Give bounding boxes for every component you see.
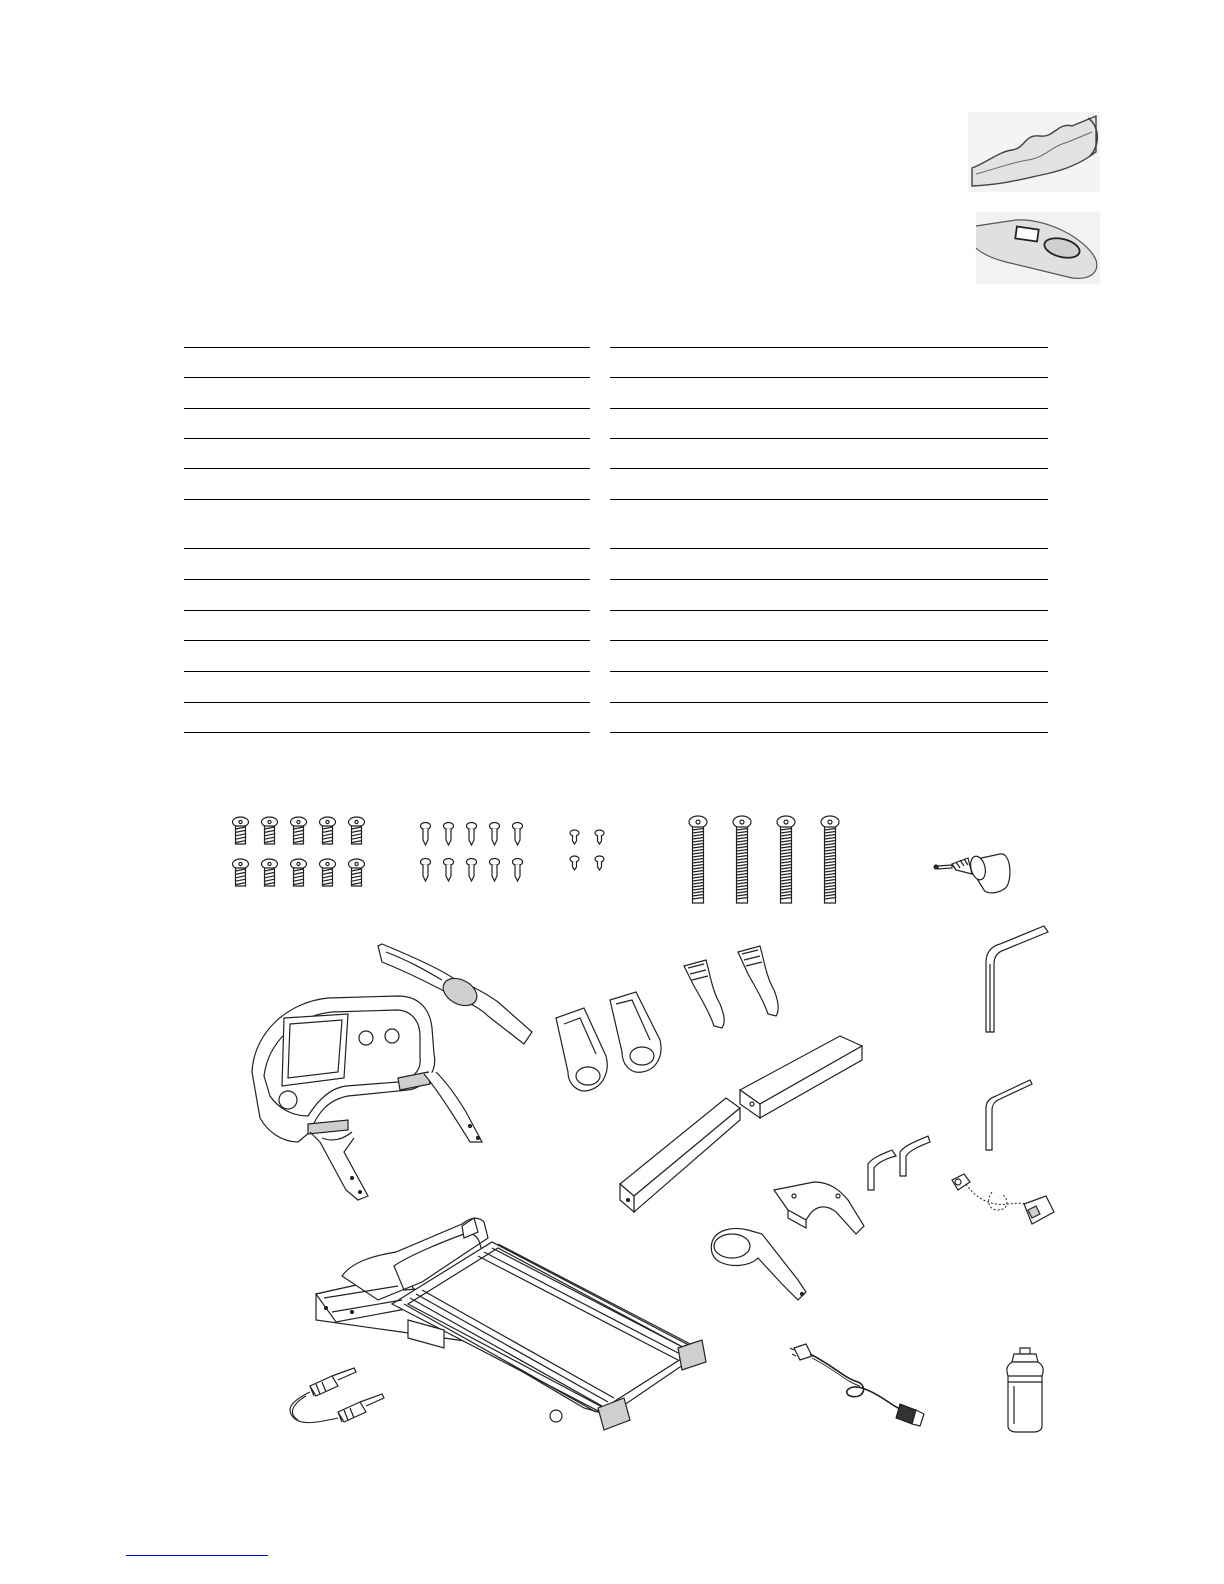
tapping-screw bbox=[444, 859, 454, 882]
table-rule bbox=[184, 438, 590, 439]
footer-link[interactable] bbox=[126, 1555, 268, 1556]
table-rule bbox=[184, 579, 590, 580]
hex-bolt bbox=[233, 859, 249, 886]
tapping-screw bbox=[444, 823, 454, 846]
handrail-end-cap-icon bbox=[680, 944, 800, 1032]
table-rule bbox=[184, 408, 590, 409]
table-rule bbox=[184, 610, 590, 611]
tapping-screw bbox=[513, 823, 523, 846]
table-rule bbox=[610, 438, 1048, 439]
table-rule bbox=[184, 377, 590, 378]
hex-bolt bbox=[320, 817, 336, 844]
long-bolt bbox=[689, 816, 707, 903]
water-bottle-icon bbox=[1002, 1346, 1048, 1434]
large-allen-wrench-icon bbox=[970, 922, 1054, 1036]
table-rule bbox=[610, 377, 1048, 378]
table-rule bbox=[184, 732, 590, 733]
tapping-screw bbox=[490, 859, 500, 882]
small-screw bbox=[570, 830, 579, 844]
tapping-screw bbox=[467, 859, 477, 882]
hex-bolt bbox=[262, 817, 278, 844]
tapping-screw bbox=[513, 859, 523, 882]
table-rule bbox=[610, 702, 1048, 703]
small-allen-wrench-icon bbox=[978, 1076, 1042, 1154]
table-rule bbox=[610, 671, 1048, 672]
table-rule bbox=[184, 548, 590, 549]
long-bolt-set-icon bbox=[676, 812, 846, 908]
table-rule bbox=[610, 640, 1048, 641]
hex-bolt bbox=[262, 859, 278, 886]
tapping-screw bbox=[467, 823, 477, 846]
handrail-button-photo-icon bbox=[976, 212, 1100, 284]
table-rule bbox=[184, 347, 590, 348]
table-rule bbox=[610, 408, 1048, 409]
hex-bolt bbox=[233, 817, 249, 844]
small-screw bbox=[570, 856, 579, 870]
base-cover-icon bbox=[702, 1176, 872, 1310]
table-rule bbox=[610, 548, 1048, 549]
table-rule bbox=[610, 732, 1048, 733]
table-rule bbox=[184, 640, 590, 641]
small-screw bbox=[595, 856, 604, 870]
hex-bolt bbox=[291, 859, 307, 886]
tapping-screw-set-icon bbox=[414, 820, 534, 890]
lubricant-bottle-icon bbox=[928, 834, 1014, 898]
table-rule bbox=[184, 468, 590, 469]
tapping-screw bbox=[421, 823, 431, 846]
long-bolt bbox=[777, 816, 795, 903]
table-rule bbox=[610, 579, 1048, 580]
power-cord-icon bbox=[784, 1340, 930, 1430]
table-rule bbox=[610, 347, 1048, 348]
small-screw-set-icon bbox=[562, 828, 612, 882]
safety-key-icon bbox=[944, 1166, 1060, 1236]
table-rule bbox=[610, 610, 1048, 611]
tapping-screw bbox=[421, 859, 431, 882]
table-rule bbox=[184, 499, 590, 500]
long-bolt bbox=[821, 816, 839, 903]
hex-bolt-set-icon bbox=[226, 814, 376, 894]
table-rule bbox=[184, 671, 590, 672]
console-crossbar-icon bbox=[372, 940, 536, 1052]
audio-cable-icon bbox=[280, 1356, 396, 1436]
small-screw bbox=[595, 830, 604, 844]
bracket-icon bbox=[862, 1134, 936, 1196]
long-bolt bbox=[733, 816, 751, 903]
hex-bolt bbox=[349, 859, 365, 886]
table-rule bbox=[610, 468, 1048, 469]
hex-bolt bbox=[349, 817, 365, 844]
table-rule bbox=[184, 702, 590, 703]
hex-bolt bbox=[320, 859, 336, 886]
tapping-screw bbox=[490, 823, 500, 846]
handlebar-grip-photo-icon bbox=[968, 112, 1100, 192]
hex-bolt bbox=[291, 817, 307, 844]
table-rule bbox=[610, 499, 1048, 500]
